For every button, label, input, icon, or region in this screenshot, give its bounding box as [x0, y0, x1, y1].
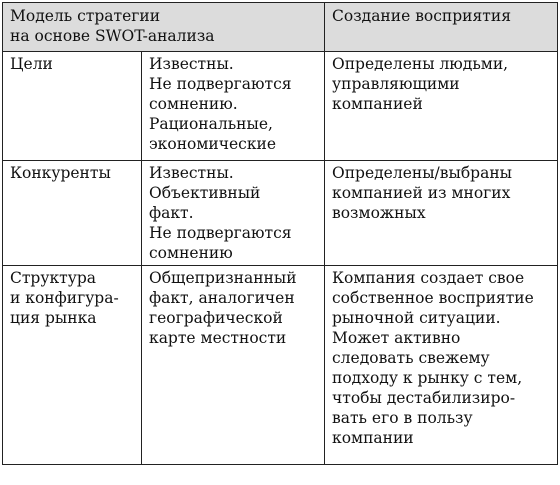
header-row — [3, 3, 558, 52]
cell-line: компании — [332, 429, 414, 447]
cell-line: Не подвергаются — [149, 224, 292, 242]
table-row-market-structure — [3, 266, 558, 465]
swot-cell — [142, 161, 325, 266]
cell-line: следовать свежему — [332, 349, 490, 367]
swot-cell — [142, 266, 325, 465]
cell-line: возможных — [332, 204, 426, 222]
cell-line: вать его в пользу — [332, 409, 473, 427]
cell-line: собственное восприятие — [332, 289, 534, 307]
cell-line: сомнению. — [149, 95, 238, 113]
cell-line: Структура — [10, 269, 97, 287]
cell-line: компанией — [332, 95, 423, 113]
cell-line: Может активно — [332, 329, 461, 347]
header-text: Модель стратегии — [10, 7, 161, 25]
cell-line: чтобы дестабилизиро- — [332, 389, 516, 407]
cell-line: Объективный — [149, 184, 261, 202]
row-label — [3, 161, 142, 266]
cell-line: управляющими — [332, 75, 460, 93]
perception-cell — [325, 52, 558, 161]
header-swot-model — [3, 3, 325, 52]
cell-line: Общепризнанный — [149, 269, 297, 287]
cell-line: сомнению — [149, 244, 233, 262]
cell-line: рыночной ситуации. — [332, 309, 501, 327]
cell-line: Известны. — [149, 164, 234, 182]
cell-line: карте местности — [149, 329, 287, 347]
table-row-competitors — [3, 161, 558, 266]
cell-line: Известны. — [149, 55, 234, 73]
perception-cell — [325, 266, 558, 465]
cell-line: и конфигура- — [10, 289, 119, 307]
cell-line: географической — [149, 309, 283, 327]
cell-line: компанией из многих — [332, 184, 511, 202]
row-label — [3, 266, 142, 465]
cell-line: Цели — [10, 55, 53, 73]
cell-line: факт, аналогичен — [149, 289, 295, 307]
swot-cell — [142, 52, 325, 161]
header-perception — [325, 3, 558, 52]
cell-line: Не подвергаются — [149, 75, 292, 93]
cell-line: подходу к рынку с тем, — [332, 369, 523, 387]
cell-line: Рациональные, — [149, 115, 273, 133]
cell-line: экономические — [149, 135, 277, 153]
perception-cell — [325, 161, 558, 266]
cell-line: факт. — [149, 204, 194, 222]
cell-line: Определены людьми, — [332, 55, 509, 73]
cell-line: Компания создает свое — [332, 269, 525, 287]
comparison-table — [2, 2, 558, 465]
cell-line: ция рынка — [10, 309, 97, 327]
table-row-goals — [3, 52, 558, 161]
header-text: на основе SWOT-анализа — [10, 27, 215, 45]
header-text: Создание восприятия — [332, 7, 511, 25]
cell-line: Конкуренты — [10, 164, 111, 182]
row-label — [3, 52, 142, 161]
cell-line: Определены/выбраны — [332, 164, 512, 182]
